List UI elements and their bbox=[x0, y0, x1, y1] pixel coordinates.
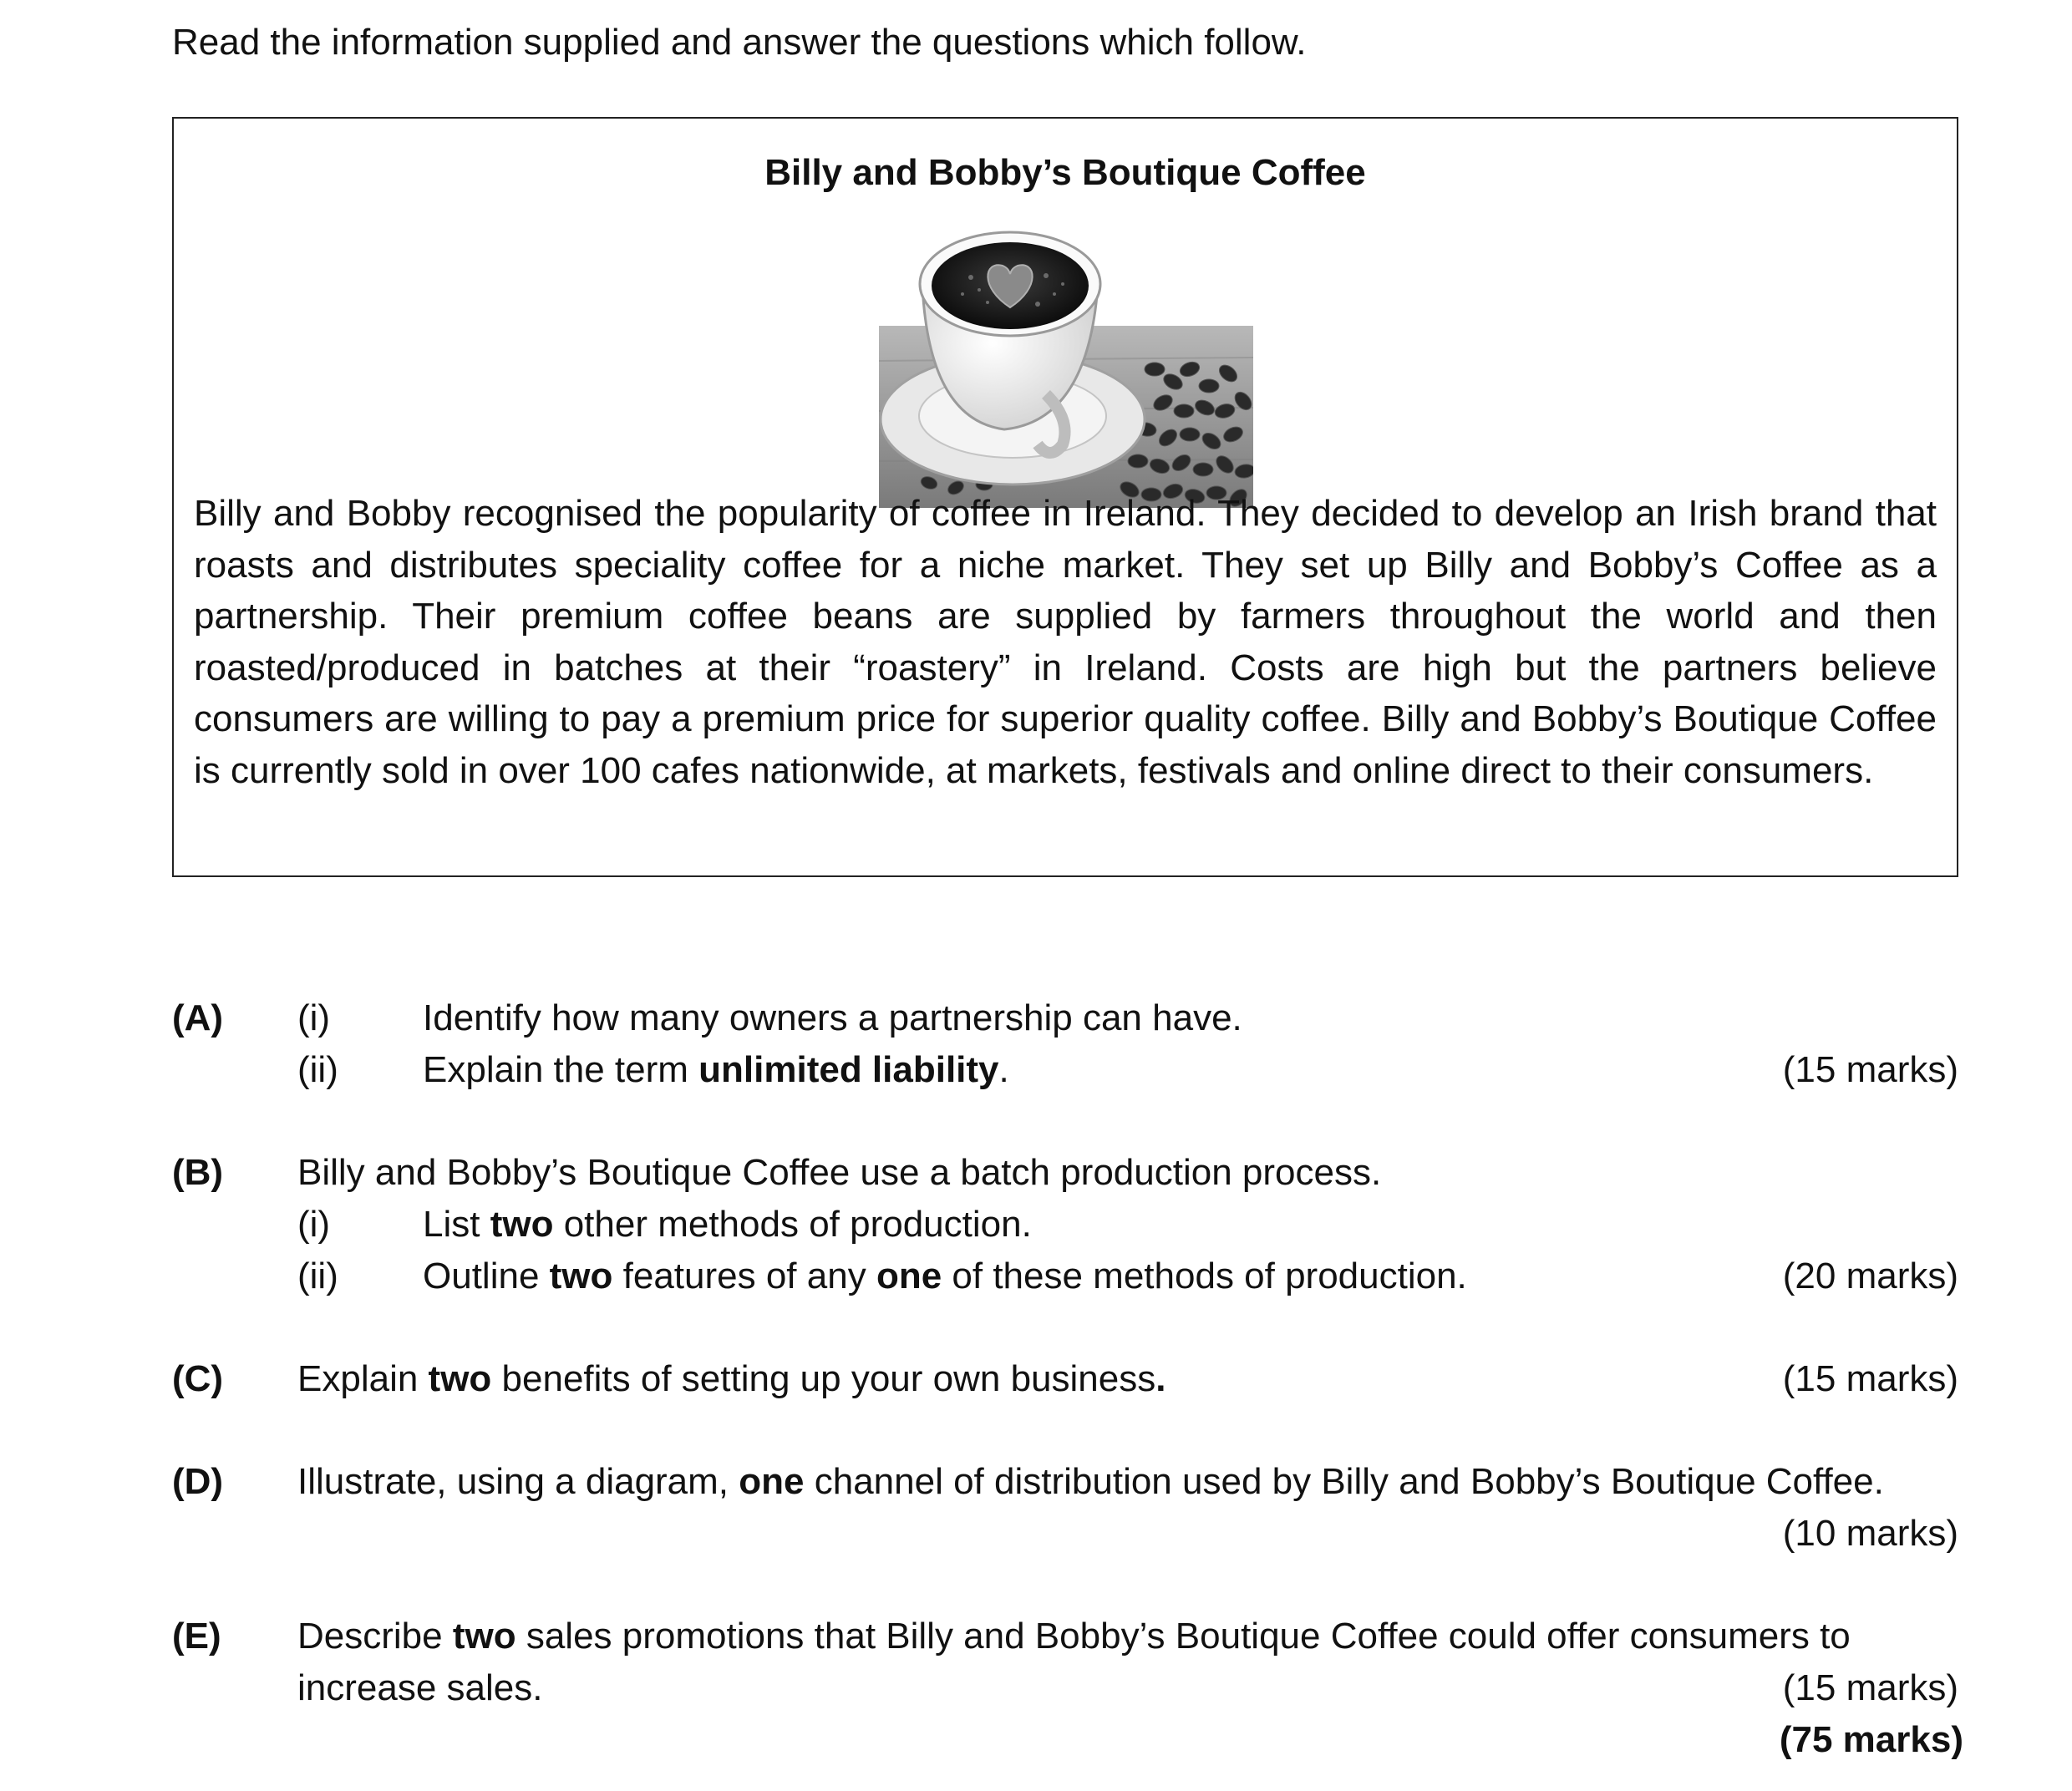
question-a-i-text: Identify how many owners a partnership can have. bbox=[423, 997, 1242, 1038]
question-b-intro bbox=[172, 1147, 1958, 1199]
question-c-text: Explain two benefits of setting up your own business. bbox=[297, 1358, 1166, 1399]
question-c-letter: (C) bbox=[172, 1358, 224, 1399]
case-study-title: Billy and Bobby’s Boutique Coffee bbox=[764, 152, 1366, 193]
question-b-ii-text: Outline two features of any one of these methods of production. bbox=[423, 1256, 1467, 1296]
question-b-i bbox=[172, 1199, 1958, 1251]
question-e-text: Describe two sales promotions that Billy and Bobby’s Boutique Coffee could offer consumers to bbox=[297, 1616, 1851, 1657]
question-e bbox=[172, 1611, 1958, 1662]
question-d-letter: (D) bbox=[172, 1461, 224, 1502]
question-d-marks-row bbox=[172, 1508, 1958, 1560]
question-e-letter: (E) bbox=[172, 1616, 221, 1657]
question-a-letter: (A) bbox=[172, 997, 224, 1038]
question-d-text: Illustrate, using a diagram, one channel of distribution used by Billy and Bobby’s Boutique Coffee. bbox=[297, 1461, 1884, 1502]
total-marks: (75 marks) bbox=[1779, 1719, 1963, 1760]
question-a-ii bbox=[172, 1044, 1958, 1096]
case-study-text: Billy and Bobby recognised the popularity of coffee in Ireland. They decided to develop an Irish brand that roasts and distributes speciality coffee for a niche market. They set up Billy and Bobby’s Coffee as a partnership. Their premium coffee beans are supplied by farmers throughout the world and then roasted/produced in batches at their “roastery” in Ireland. Costs are high but the partners believe consumers are willing to pay a premium price for superior quality coffee. Billy and Bobby’s Boutique Coffee is currently sold in over 100 cafes nationwide, at markets, festivals and online direct to their consumers. bbox=[194, 493, 1937, 791]
question-a-marks: (15 marks) bbox=[1782, 1049, 1958, 1090]
question-b-i-label: (i) bbox=[297, 1204, 331, 1245]
instructions: Read the information supplied and answer the questions which follow. bbox=[172, 22, 1307, 63]
question-a-i-label: (i) bbox=[297, 997, 331, 1038]
total-marks-row bbox=[172, 1714, 1963, 1766]
question-b-intro-text: Billy and Bobby’s Boutique Coffee use a batch production process. bbox=[297, 1152, 1382, 1193]
question-d bbox=[172, 1456, 1958, 1508]
question-e-marks: (15 marks) bbox=[1782, 1667, 1958, 1708]
question-c-marks: (15 marks) bbox=[1782, 1358, 1958, 1399]
question-e-line2 bbox=[172, 1662, 1958, 1714]
question-a-ii-text: Explain the term unlimited liability. bbox=[423, 1049, 1009, 1090]
question-a-i bbox=[172, 992, 1958, 1044]
question-b-marks: (20 marks) bbox=[1782, 1256, 1958, 1296]
question-b-i-text: List two other methods of production. bbox=[423, 1204, 1032, 1245]
question-c bbox=[172, 1353, 1958, 1405]
question-b-ii bbox=[172, 1251, 1958, 1302]
question-b-letter: (B) bbox=[172, 1152, 224, 1193]
case-study-box bbox=[172, 117, 1958, 877]
question-a-ii-label: (ii) bbox=[297, 1049, 338, 1090]
question-d-marks: (10 marks) bbox=[1782, 1513, 1958, 1554]
question-b-ii-label: (ii) bbox=[297, 1256, 338, 1296]
question-e-text-line2: increase sales. bbox=[297, 1667, 543, 1708]
